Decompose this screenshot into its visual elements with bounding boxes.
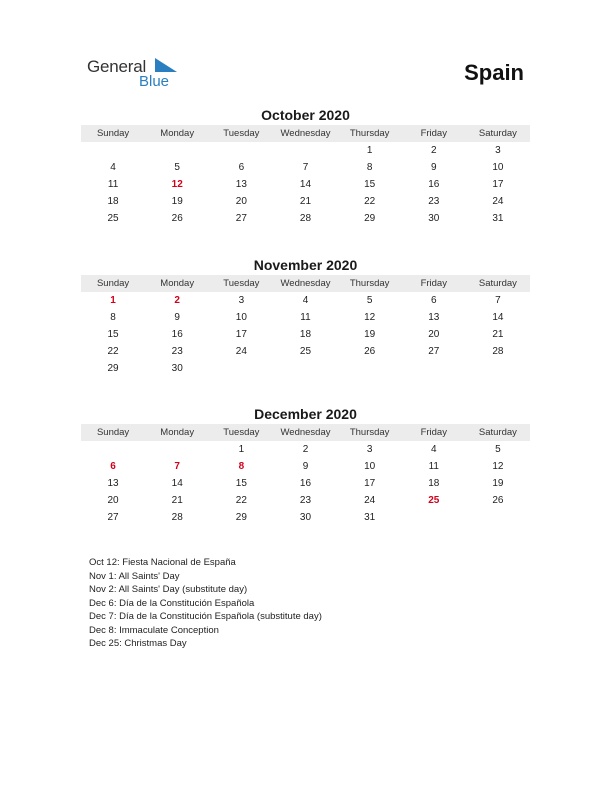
day-cell: 28 [171, 512, 183, 523]
month-title: October 2020 [261, 107, 350, 123]
day-cell: 23 [171, 346, 183, 357]
day-cell: 28 [299, 213, 312, 224]
empty-day-cell [209, 142, 273, 159]
day-cell: 28 [492, 346, 504, 357]
day-cell: 5 [495, 444, 501, 455]
day-cell: 5 [366, 295, 373, 306]
day-cell: 13 [235, 179, 247, 190]
day-cell: 17 [364, 478, 376, 489]
day-cell: 21 [299, 196, 312, 207]
month-december [81, 405, 530, 526]
day-cell: 8 [366, 162, 373, 173]
day-cell: 20 [235, 196, 247, 207]
day-cell: 29 [235, 512, 247, 523]
holiday-day-cell: 2 [174, 295, 180, 306]
day-cell: 2 [430, 145, 437, 156]
weekday-header-row [81, 125, 530, 142]
day-cell: 16 [428, 179, 440, 190]
day-cell: 9 [174, 312, 180, 323]
day-cell: 7 [302, 162, 309, 173]
day-cell: 15 [107, 329, 119, 340]
week-row [81, 142, 530, 159]
holiday-day-cell: 25 [428, 495, 440, 506]
weekday-label: Thursday [349, 128, 390, 139]
day-cell: 24 [364, 495, 376, 506]
day-cell: 20 [428, 329, 440, 340]
weekday-label: Thursday [349, 427, 390, 438]
day-cell: 30 [428, 213, 440, 224]
day-cell: 19 [171, 196, 183, 207]
weekday-label: Saturday [478, 427, 517, 438]
weekday-label: Friday [420, 427, 447, 438]
weekday-label: Monday [160, 278, 195, 289]
day-cell: 25 [299, 346, 312, 357]
holiday-note: Dec 7: Día de la Constitución Española (substitute day) [89, 611, 322, 622]
empty-day-cell [466, 360, 530, 377]
day-cell: 9 [430, 162, 437, 173]
day-cell: 13 [428, 312, 440, 323]
weekday-label: Thursday [349, 278, 390, 289]
day-cell: 12 [364, 312, 376, 323]
day-cell: 22 [107, 346, 119, 357]
weekday-label: Monday [160, 128, 195, 139]
day-cell: 11 [107, 179, 119, 190]
weekday-label: Saturday [478, 128, 517, 139]
empty-day-cell [402, 509, 466, 526]
empty-day-cell [466, 509, 530, 526]
month-title: November 2020 [253, 257, 358, 273]
brand-logo [87, 55, 187, 95]
day-cell: 3 [495, 145, 501, 156]
day-cell: 16 [171, 329, 183, 340]
day-cell: 21 [492, 329, 504, 340]
week-row [81, 326, 530, 343]
weekday-label: Sunday [96, 128, 130, 139]
day-cell: 10 [235, 312, 247, 323]
empty-day-cell [273, 142, 337, 159]
day-cell: 25 [107, 213, 119, 224]
day-cell: 31 [364, 512, 376, 523]
day-cell: 13 [107, 478, 119, 489]
weekday-label: Saturday [478, 278, 517, 289]
week-row [81, 210, 530, 227]
day-cell: 12 [492, 461, 504, 472]
day-cell: 5 [174, 162, 180, 173]
week-row [81, 176, 530, 193]
empty-day-cell [145, 142, 209, 159]
day-cell: 17 [235, 329, 247, 340]
weekday-label: Friday [420, 128, 447, 139]
day-cell: 29 [364, 213, 376, 224]
day-cell: 3 [366, 444, 373, 455]
day-cell: 24 [492, 196, 504, 207]
day-cell: 10 [364, 461, 376, 472]
weekday-label: Sunday [96, 427, 130, 438]
day-cell: 15 [364, 179, 376, 190]
weekday-label: Sunday [96, 278, 130, 289]
day-cell: 16 [299, 478, 312, 489]
country-title: Spain [464, 60, 524, 85]
weekday-label: Tuesday [223, 427, 260, 438]
empty-day-cell [81, 142, 145, 159]
week-row [81, 159, 530, 176]
empty-day-cell [209, 360, 273, 377]
day-cell: 24 [235, 346, 247, 357]
day-cell: 27 [235, 213, 247, 224]
holiday-note: Nov 1: All Saints' Day [89, 570, 180, 582]
weekday-label: Tuesday [223, 278, 260, 289]
logo-text-blue: Blue [139, 73, 170, 90]
day-cell: 22 [364, 196, 376, 207]
day-cell: 8 [110, 312, 116, 323]
day-cell: 11 [300, 312, 311, 323]
day-cell: 26 [364, 346, 376, 357]
weekday-label: Monday [160, 427, 195, 438]
day-cell: 9 [302, 461, 309, 472]
day-cell: 29 [107, 363, 119, 374]
day-cell: 11 [428, 461, 439, 472]
day-cell: 4 [430, 444, 437, 455]
day-cell: 18 [107, 196, 119, 207]
day-cell: 18 [299, 329, 312, 340]
holiday-day-cell: 12 [171, 179, 183, 190]
day-cell: 27 [107, 512, 119, 523]
holiday-note: Dec 25: Christmas Day [89, 638, 187, 649]
week-row [81, 492, 530, 509]
holiday-note: Dec 8: Immaculate Conception [89, 624, 219, 636]
week-row [81, 292, 530, 309]
weekday-label: Friday [420, 278, 447, 289]
holiday-day-cell: 6 [110, 461, 116, 472]
holiday-day-cell: 8 [238, 461, 245, 472]
month-title: December 2020 [254, 406, 357, 422]
day-cell: 14 [171, 478, 183, 489]
empty-day-cell [273, 360, 337, 377]
logo-triangle-icon [155, 58, 177, 72]
week-row [81, 360, 530, 377]
weekday-label: Wednesday [280, 128, 331, 139]
day-cell: 2 [302, 444, 309, 455]
day-cell: 3 [238, 295, 245, 306]
weekday-label: Tuesday [223, 128, 260, 139]
day-cell: 20 [107, 495, 119, 506]
holiday-day-cell: 1 [110, 295, 116, 306]
day-cell: 6 [430, 295, 437, 306]
day-cell: 27 [428, 346, 440, 357]
holiday-day-cell: 7 [174, 461, 180, 472]
day-cell: 7 [495, 295, 501, 306]
day-cell: 19 [364, 329, 376, 340]
day-cell: 4 [110, 162, 116, 173]
day-cell: 15 [235, 478, 247, 489]
holiday-note: Nov 2: All Saints' Day (substitute day) [89, 584, 248, 595]
day-cell: 6 [238, 162, 245, 173]
weekday-label: Wednesday [280, 278, 331, 289]
weekday-label: Wednesday [280, 427, 331, 438]
day-cell: 1 [366, 145, 373, 156]
day-cell: 14 [492, 312, 504, 323]
day-cell: 18 [428, 478, 440, 489]
weekday-header-row [81, 275, 530, 292]
empty-day-cell [145, 441, 209, 458]
week-row [81, 509, 530, 526]
day-cell: 1 [238, 444, 245, 455]
day-cell: 10 [492, 162, 504, 173]
day-cell: 31 [492, 213, 504, 224]
day-cell: 19 [492, 478, 504, 489]
week-row [81, 475, 530, 492]
day-cell: 22 [235, 495, 247, 506]
month-october [81, 106, 530, 227]
day-cell: 30 [171, 363, 183, 374]
day-cell: 23 [299, 495, 312, 506]
day-cell: 30 [299, 512, 312, 523]
day-cell: 14 [299, 179, 312, 190]
day-cell: 23 [428, 196, 440, 207]
empty-day-cell [338, 360, 402, 377]
holiday-note: Dec 6: Día de la Constitución Española [89, 597, 255, 609]
day-cell: 26 [492, 495, 504, 506]
holiday-note: Oct 12: Fiesta Nacional de España [89, 557, 236, 568]
holiday-notes [89, 556, 329, 651]
week-row [81, 193, 530, 210]
day-cell: 21 [171, 495, 183, 506]
day-cell: 17 [492, 179, 504, 190]
logo-text-general: General [87, 57, 147, 76]
week-row [81, 343, 530, 360]
day-cell: 4 [302, 295, 309, 306]
month-november [81, 256, 530, 377]
week-row [81, 309, 530, 326]
weekday-header-row [81, 424, 530, 441]
day-cell: 26 [171, 213, 183, 224]
empty-day-cell [81, 441, 145, 458]
week-row [81, 458, 530, 475]
week-row [81, 441, 530, 458]
empty-day-cell [402, 360, 466, 377]
